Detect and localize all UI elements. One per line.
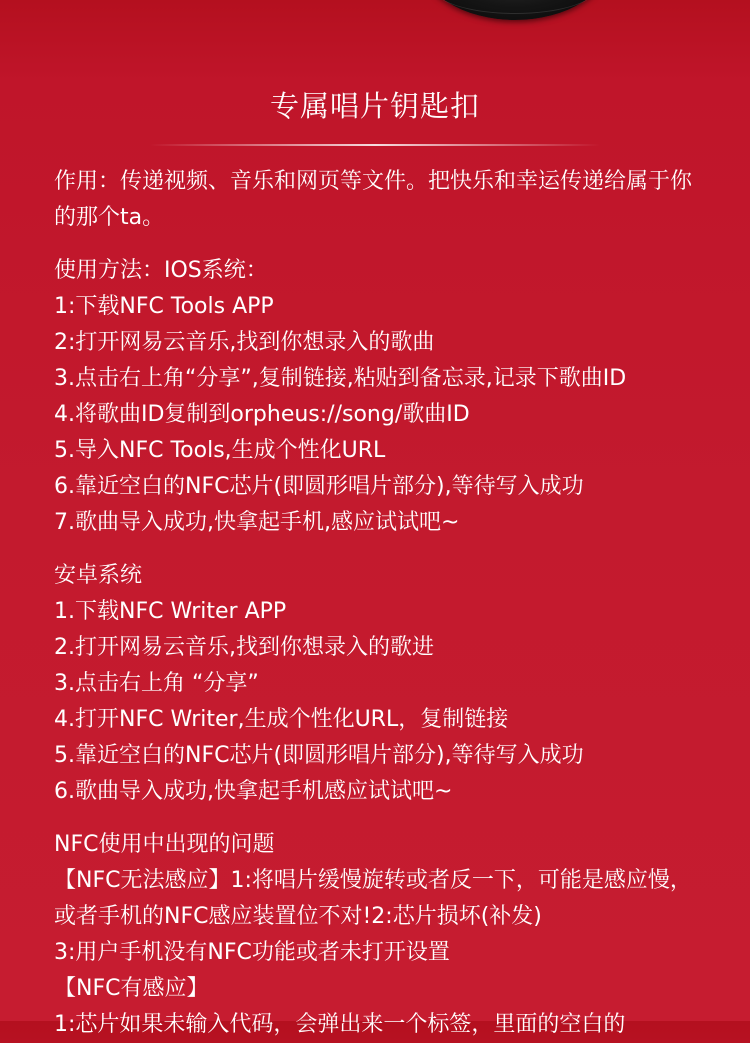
ios-step: 5.导入NFC Tools,生成个性化URL [54,438,386,463]
ios-heading: 使用方法：IOS系统： [54,258,268,283]
faq-problem-no-sense: 【NFC无法感应】1:将唱片缓慢旋转或者反一下，可能是感应慢，或者手机的NFC感应装置位不对!2:芯片损坏(补发) [54,868,692,929]
spacer [54,541,704,558]
vinyl-record-image [420,0,610,20]
android-step: 2.打开网易云音乐,找到你想录入的歌进 [54,635,434,660]
android-step: 3.点击右上角 “分享” [54,671,259,696]
ios-step: 6.靠近空白的NFC芯片(即圆形唱片部分),等待写入成功 [54,474,584,499]
android-step: 1.下载NFC Writer APP [54,599,287,624]
android-step: 4.打开NFC Writer,生成个性化URL，复制链接 [54,707,509,732]
android-heading: 安卓系统 [54,563,143,588]
spacer [54,810,704,827]
spacer [54,236,704,253]
faq-heading: NFC使用中出现的问题 [54,832,275,857]
faq-problem-sense-heading: 【NFC有感应】 [54,976,209,1001]
title-divider [150,144,600,146]
page-title: 专属唱片钥匙扣 [269,89,480,123]
intro-text: 作用：传递视频、音乐和网页等文件。把快乐和幸运传递给属于你的那个ta。 [54,169,693,230]
instructions-content [54,164,704,1043]
android-step: 6.歌曲导入成功,快拿起手机感应试试吧~ [54,779,453,804]
ios-step: 2:打开网易云音乐,找到你想录入的歌曲 [54,330,435,355]
ios-step: 1:下载NFC Tools APP [54,294,274,319]
android-step: 5.靠近空白的NFC芯片(即圆形唱片部分),等待写入成功 [54,743,584,768]
ios-step: 3.点击右上角“分享”,复制链接,粘贴到备忘录,记录下歌曲ID [54,366,627,391]
faq-problem-sense-text: 1:芯片如果未输入代码，会弹出来一个标签，里面的空白的 [54,1012,626,1037]
ios-step: 4.将歌曲ID复制到orpheus://song/歌曲ID [54,402,470,427]
faq-problem-no-sense-cont: 3:用户手机没有NFC功能或者未打开设置 [54,940,450,965]
ios-step: 7.歌曲导入成功,快拿起手机,感应试试吧~ [54,510,460,535]
